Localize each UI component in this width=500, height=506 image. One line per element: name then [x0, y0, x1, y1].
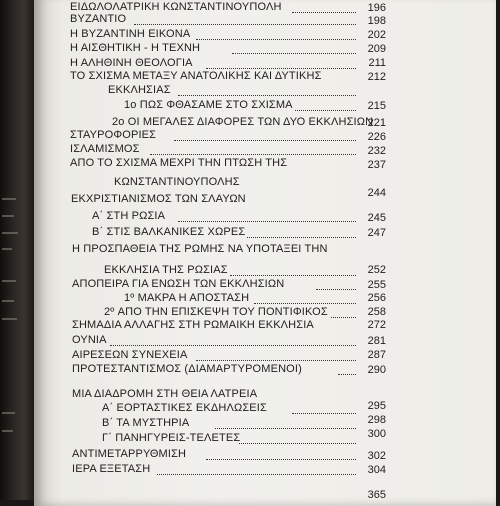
- dot-leader: [196, 359, 356, 361]
- toc-entry-title: Α΄ ΕΟΡΤΑΣΤΙΚΕΣ ΕΚΔΗΛΩΣΕΙΣ: [102, 402, 267, 414]
- toc-entry-title: ΚΩΝΣΤΑΝΤΙΝΟΥΠΟΛΗΣ: [114, 176, 240, 188]
- toc-page-number: 304: [367, 464, 386, 476]
- dot-leader: [134, 23, 356, 25]
- toc-page-number: 226: [367, 131, 386, 143]
- toc-page-number: 295: [367, 400, 386, 412]
- toc-page-number: 202: [367, 29, 386, 41]
- toc-entry-title: Α΄ ΣΤΗ ΡΩΣΙΑ: [92, 210, 166, 222]
- toc-page-number: 215: [367, 100, 386, 112]
- dot-leader: [239, 442, 356, 444]
- toc-entry-title: ΕΙΔΩΛΟΛΑΤΡΙΚΗ ΚΩΝΣΤΑΝΤΙΝΟΥΠΟΛΗ: [70, 1, 282, 13]
- toc-page-number: 287: [367, 349, 386, 361]
- toc-entry-title: ΣΤΑΥΡΟΦΟΡΙΕΣ: [70, 129, 157, 141]
- dot-leader: [331, 316, 356, 318]
- toc-page-number: 256: [367, 292, 386, 304]
- dot-leader: [196, 38, 356, 40]
- dot-leader: [338, 373, 356, 375]
- toc-page-number: 237: [367, 159, 386, 171]
- toc-entry-title: Η ΑΙΣΘΗΤΙΚΗ - Η ΤΕΧΝΗ: [70, 42, 201, 54]
- dot-leader: [110, 344, 356, 346]
- toc-page-number: 300: [367, 428, 386, 440]
- toc-page-number: 209: [367, 43, 386, 55]
- toc-page-number: 272: [367, 319, 386, 331]
- toc-entry-title: ΠΡΟΤΕΣΤΑΝΤΙΣΜΟΣ (ΔΙΑΜΑΡΤΥΡΟΜΕΝΟΙ): [72, 363, 302, 375]
- toc-entry-title: 1ο ΠΩΣ ΦΘΑΣΑΜΕ ΣΤΟ ΣΧΙΣΜΑ: [124, 99, 293, 111]
- toc-entry-title: ΑΙΡΕΣΕΩΝ ΣΥΝΕΧΕΙΑ: [72, 349, 188, 361]
- toc-page-number: 198: [367, 15, 386, 27]
- toc-page-number: 302: [367, 450, 386, 462]
- toc-page-number: 365: [367, 489, 386, 501]
- dot-leader: [178, 94, 356, 96]
- toc-page-number: 290: [367, 364, 386, 376]
- toc-page-number: 298: [367, 414, 386, 426]
- toc-page-number: 212: [367, 71, 386, 83]
- toc-entry-title: ΑΠΟΠΕΙΡΑ ΓΙΑ ΕΝΩΣΗ ΤΩΝ ΕΚΚΛΗΣΙΩΝ: [72, 278, 285, 290]
- dot-leader: [230, 274, 356, 276]
- toc-entry-title: 2º ΑΠΟ ΤΗΝ ΕΠΙΣΚΕΨΗ ΤΟΥ ΠΟΝΤΙΦΙΚΟΣ: [104, 306, 328, 318]
- toc-entry-title: 2ο ΟΙ ΜΕΓΑΛΕΣ ΔΙΑΦΟΡΕΣ ΤΩΝ ΔΥΟ ΕΚΚΛΗΣΙΩΝ: [112, 116, 374, 128]
- toc-entry-title: ΕΚΚΛΗΣΙΑΣ: [108, 84, 171, 96]
- dot-leader: [292, 11, 356, 13]
- toc-page-number: 255: [367, 279, 386, 291]
- toc-entry-title: ΕΚΚΛΗΣΙΑ ΤΗΣ ΡΩΣΙΑΣ: [104, 264, 228, 276]
- toc-page-number: 232: [367, 145, 386, 157]
- toc-entry-title: Η ΒΥΖΑΝΤΙΝΗ ΕΙΚΟΝΑ: [70, 28, 191, 40]
- dot-leader: [215, 427, 356, 429]
- dot-leader: [232, 52, 356, 54]
- dot-leader: [254, 302, 356, 304]
- toc-entry-title: ΙΕΡΑ ΕΞΕΤΑΣΗ: [72, 463, 151, 475]
- dot-leader: [178, 220, 356, 222]
- toc-entry-title: ΜΙΑ ΔΙΑΔΡΟΜΗ ΣΤΗ ΘΕΙΑ ΛΑΤΡΕΙΑ: [72, 388, 258, 400]
- toc-entry-title: Β΄ ΤΑ ΜΥΣΤΗΡΙΑ: [102, 417, 190, 429]
- toc-entry-title: ΟΥΝΙΑ: [72, 334, 107, 346]
- toc-entry-title: 1º ΜΑΚΡΑ Η ΑΠΟΣΤΑΣΗ: [124, 292, 250, 304]
- toc-entry-title: ΑΝΤΙΜΕΤΑΡΡΥΘΜΙΣΗ: [72, 448, 187, 460]
- toc-page-number: 221: [367, 117, 386, 129]
- toc-entry-title: ΕΚΧΡΙΣΤΙΑΝΙΣΜΟΣ ΤΩΝ ΣΛΑΥΩΝ: [71, 193, 246, 205]
- toc-entry-title: ΑΠΟ ΤΟ ΣΧΙΣΜΑ ΜΕΧΡΙ ΤΗΝ ΠΤΩΣΗ ΤΗΣ: [70, 157, 288, 169]
- dot-leader: [174, 139, 356, 141]
- toc-entry-title: ΙΣΛΑΜΙΣΜΟΣ: [70, 143, 140, 155]
- dot-leader: [206, 458, 356, 460]
- dot-leader: [150, 153, 356, 155]
- toc-entry-title: ΣΗΜΑΔΙΑ ΑΛΛΑΓΗΣ ΣΤΗ ΡΩΜΑΙΚΗ ΕΚΚΛΗΣΙΑ: [72, 319, 314, 331]
- dot-leader: [206, 67, 356, 69]
- toc-page-number: 196: [367, 2, 386, 14]
- dot-leader: [316, 288, 356, 290]
- toc-entry-title: Η ΑΛΗΘΙΝΗ ΘΕΟΛΟΓΙΑ: [70, 57, 193, 69]
- toc-page-number: 247: [367, 227, 386, 239]
- toc-page-number: 211: [368, 57, 386, 69]
- toc-page-number: 244: [367, 187, 386, 199]
- dot-leader: [157, 473, 356, 475]
- toc-page-number: 281: [367, 335, 386, 347]
- toc-entry-title: Β΄ ΣΤΙΣ ΒΑΛΚΑΝΙΚΕΣ ΧΩΡΕΣ: [92, 226, 246, 238]
- toc-entry-title: Γ΄ ΠΑΝΗΓΥΡΕΙΣ-ΤΕΛΕΤΕΣ: [102, 432, 241, 444]
- dot-leader: [247, 236, 356, 238]
- dot-leader: [292, 412, 356, 414]
- toc-entry-title: Η ΠΡΟΣΠΑΘΕΙΑ ΤΗΣ ΡΩΜΗΣ ΝΑ ΥΠΟΤΑΞΕΙ ΤΗΝ: [72, 243, 328, 255]
- toc-entry-title: ΤΟ ΣΧΙΣΜΑ ΜΕΤΑΞΥ ΑΝΑΤΟΛΙΚΗΣ ΚΑΙ ΔΥΤΙΚΗΣ: [70, 70, 322, 82]
- toc-page-number: 258: [367, 306, 386, 318]
- toc-page-number: 245: [367, 212, 386, 224]
- toc-page-number: 252: [367, 264, 386, 276]
- dot-leader: [295, 109, 356, 111]
- toc-entry-title: ΒΥΖΑΝΤΙΟ: [70, 13, 127, 25]
